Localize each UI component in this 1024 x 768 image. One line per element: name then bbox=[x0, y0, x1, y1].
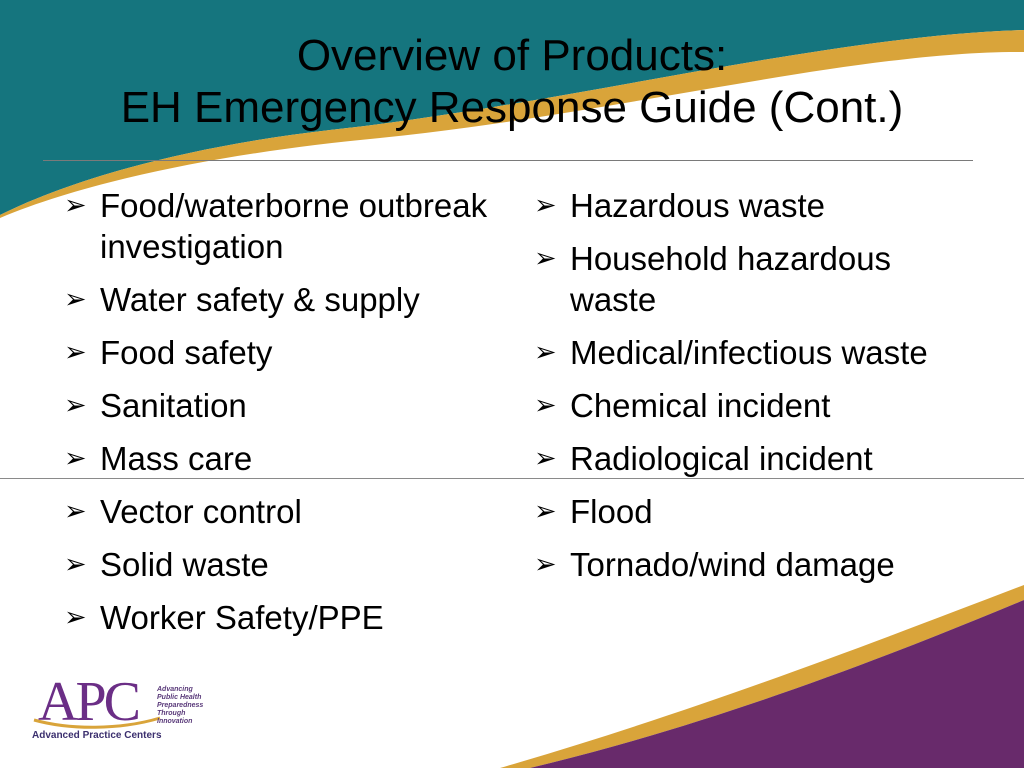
apc-logo bbox=[30, 672, 220, 752]
list-item bbox=[64, 185, 504, 267]
list-item bbox=[64, 544, 504, 585]
list-item-text: Sanitation bbox=[100, 387, 247, 424]
arrow-bullet-icon: ➢ bbox=[64, 549, 87, 580]
list-item-text: Vector control bbox=[100, 493, 302, 530]
logo-tagline-line: Public Health bbox=[157, 694, 202, 701]
list-item bbox=[64, 279, 504, 320]
arrow-bullet-icon: ➢ bbox=[64, 284, 87, 315]
arrow-bullet-icon: ➢ bbox=[64, 443, 87, 474]
list-item-text: Flood bbox=[570, 493, 653, 530]
list-item-text: Household hazardous waste bbox=[570, 240, 892, 318]
right-bullet-list bbox=[534, 185, 974, 597]
list-item bbox=[534, 544, 974, 585]
list-item-text: Worker Safety/PPE bbox=[100, 599, 384, 636]
list-item-text: Medical/infectious waste bbox=[570, 334, 928, 371]
list-item-text: Tornado/wind damage bbox=[570, 546, 895, 583]
arrow-bullet-icon: ➢ bbox=[534, 549, 557, 580]
arrow-bullet-icon: ➢ bbox=[534, 190, 557, 221]
left-bullet-list bbox=[64, 185, 504, 650]
arrow-bullet-icon: ➢ bbox=[64, 390, 87, 421]
logo-tagline-line: Through bbox=[157, 710, 186, 717]
logo-tagline-line: Preparedness bbox=[157, 702, 204, 709]
arrow-bullet-icon: ➢ bbox=[534, 496, 557, 527]
arrow-bullet-icon: ➢ bbox=[64, 496, 87, 527]
list-item-text: Food safety bbox=[100, 334, 273, 371]
list-item bbox=[534, 438, 974, 479]
list-item bbox=[64, 332, 504, 373]
logo-name: Advanced Practice Centers bbox=[32, 730, 162, 741]
arrow-bullet-icon: ➢ bbox=[64, 337, 87, 368]
logo-tagline-line: Innovation bbox=[157, 718, 193, 725]
list-item bbox=[534, 185, 974, 226]
arrow-bullet-icon: ➢ bbox=[534, 243, 557, 274]
list-item-text: Food/waterborne outbreak investigation bbox=[100, 187, 488, 265]
list-item bbox=[534, 491, 974, 532]
list-item-text: Water safety & supply bbox=[100, 281, 420, 318]
list-item bbox=[534, 238, 974, 320]
arrow-bullet-icon: ➢ bbox=[534, 443, 557, 474]
list-item bbox=[534, 332, 974, 373]
logo-letters: APC bbox=[38, 671, 138, 733]
arrow-bullet-icon: ➢ bbox=[64, 190, 87, 221]
list-item-text: Radiological incident bbox=[570, 440, 873, 477]
logo-tagline-line: Advancing bbox=[157, 686, 193, 693]
list-item-text: Mass care bbox=[100, 440, 253, 477]
logo-tagline bbox=[157, 686, 227, 726]
list-item-text: Solid waste bbox=[100, 546, 269, 583]
title-line-1: Overview of Products: bbox=[296, 31, 728, 80]
list-item bbox=[534, 385, 974, 426]
arrow-bullet-icon: ➢ bbox=[534, 390, 557, 421]
list-item bbox=[64, 597, 504, 638]
list-item bbox=[64, 491, 504, 532]
arrow-bullet-icon: ➢ bbox=[534, 337, 557, 368]
slide-title bbox=[0, 30, 1024, 134]
list-item-text: Hazardous waste bbox=[570, 187, 825, 224]
list-item-text: Chemical incident bbox=[570, 387, 831, 424]
list-item bbox=[64, 438, 504, 479]
title-line-2: EH Emergency Response Guide (Cont.) bbox=[120, 83, 904, 132]
list-item bbox=[64, 385, 504, 426]
arrow-bullet-icon: ➢ bbox=[64, 602, 87, 633]
title-divider bbox=[43, 160, 973, 161]
